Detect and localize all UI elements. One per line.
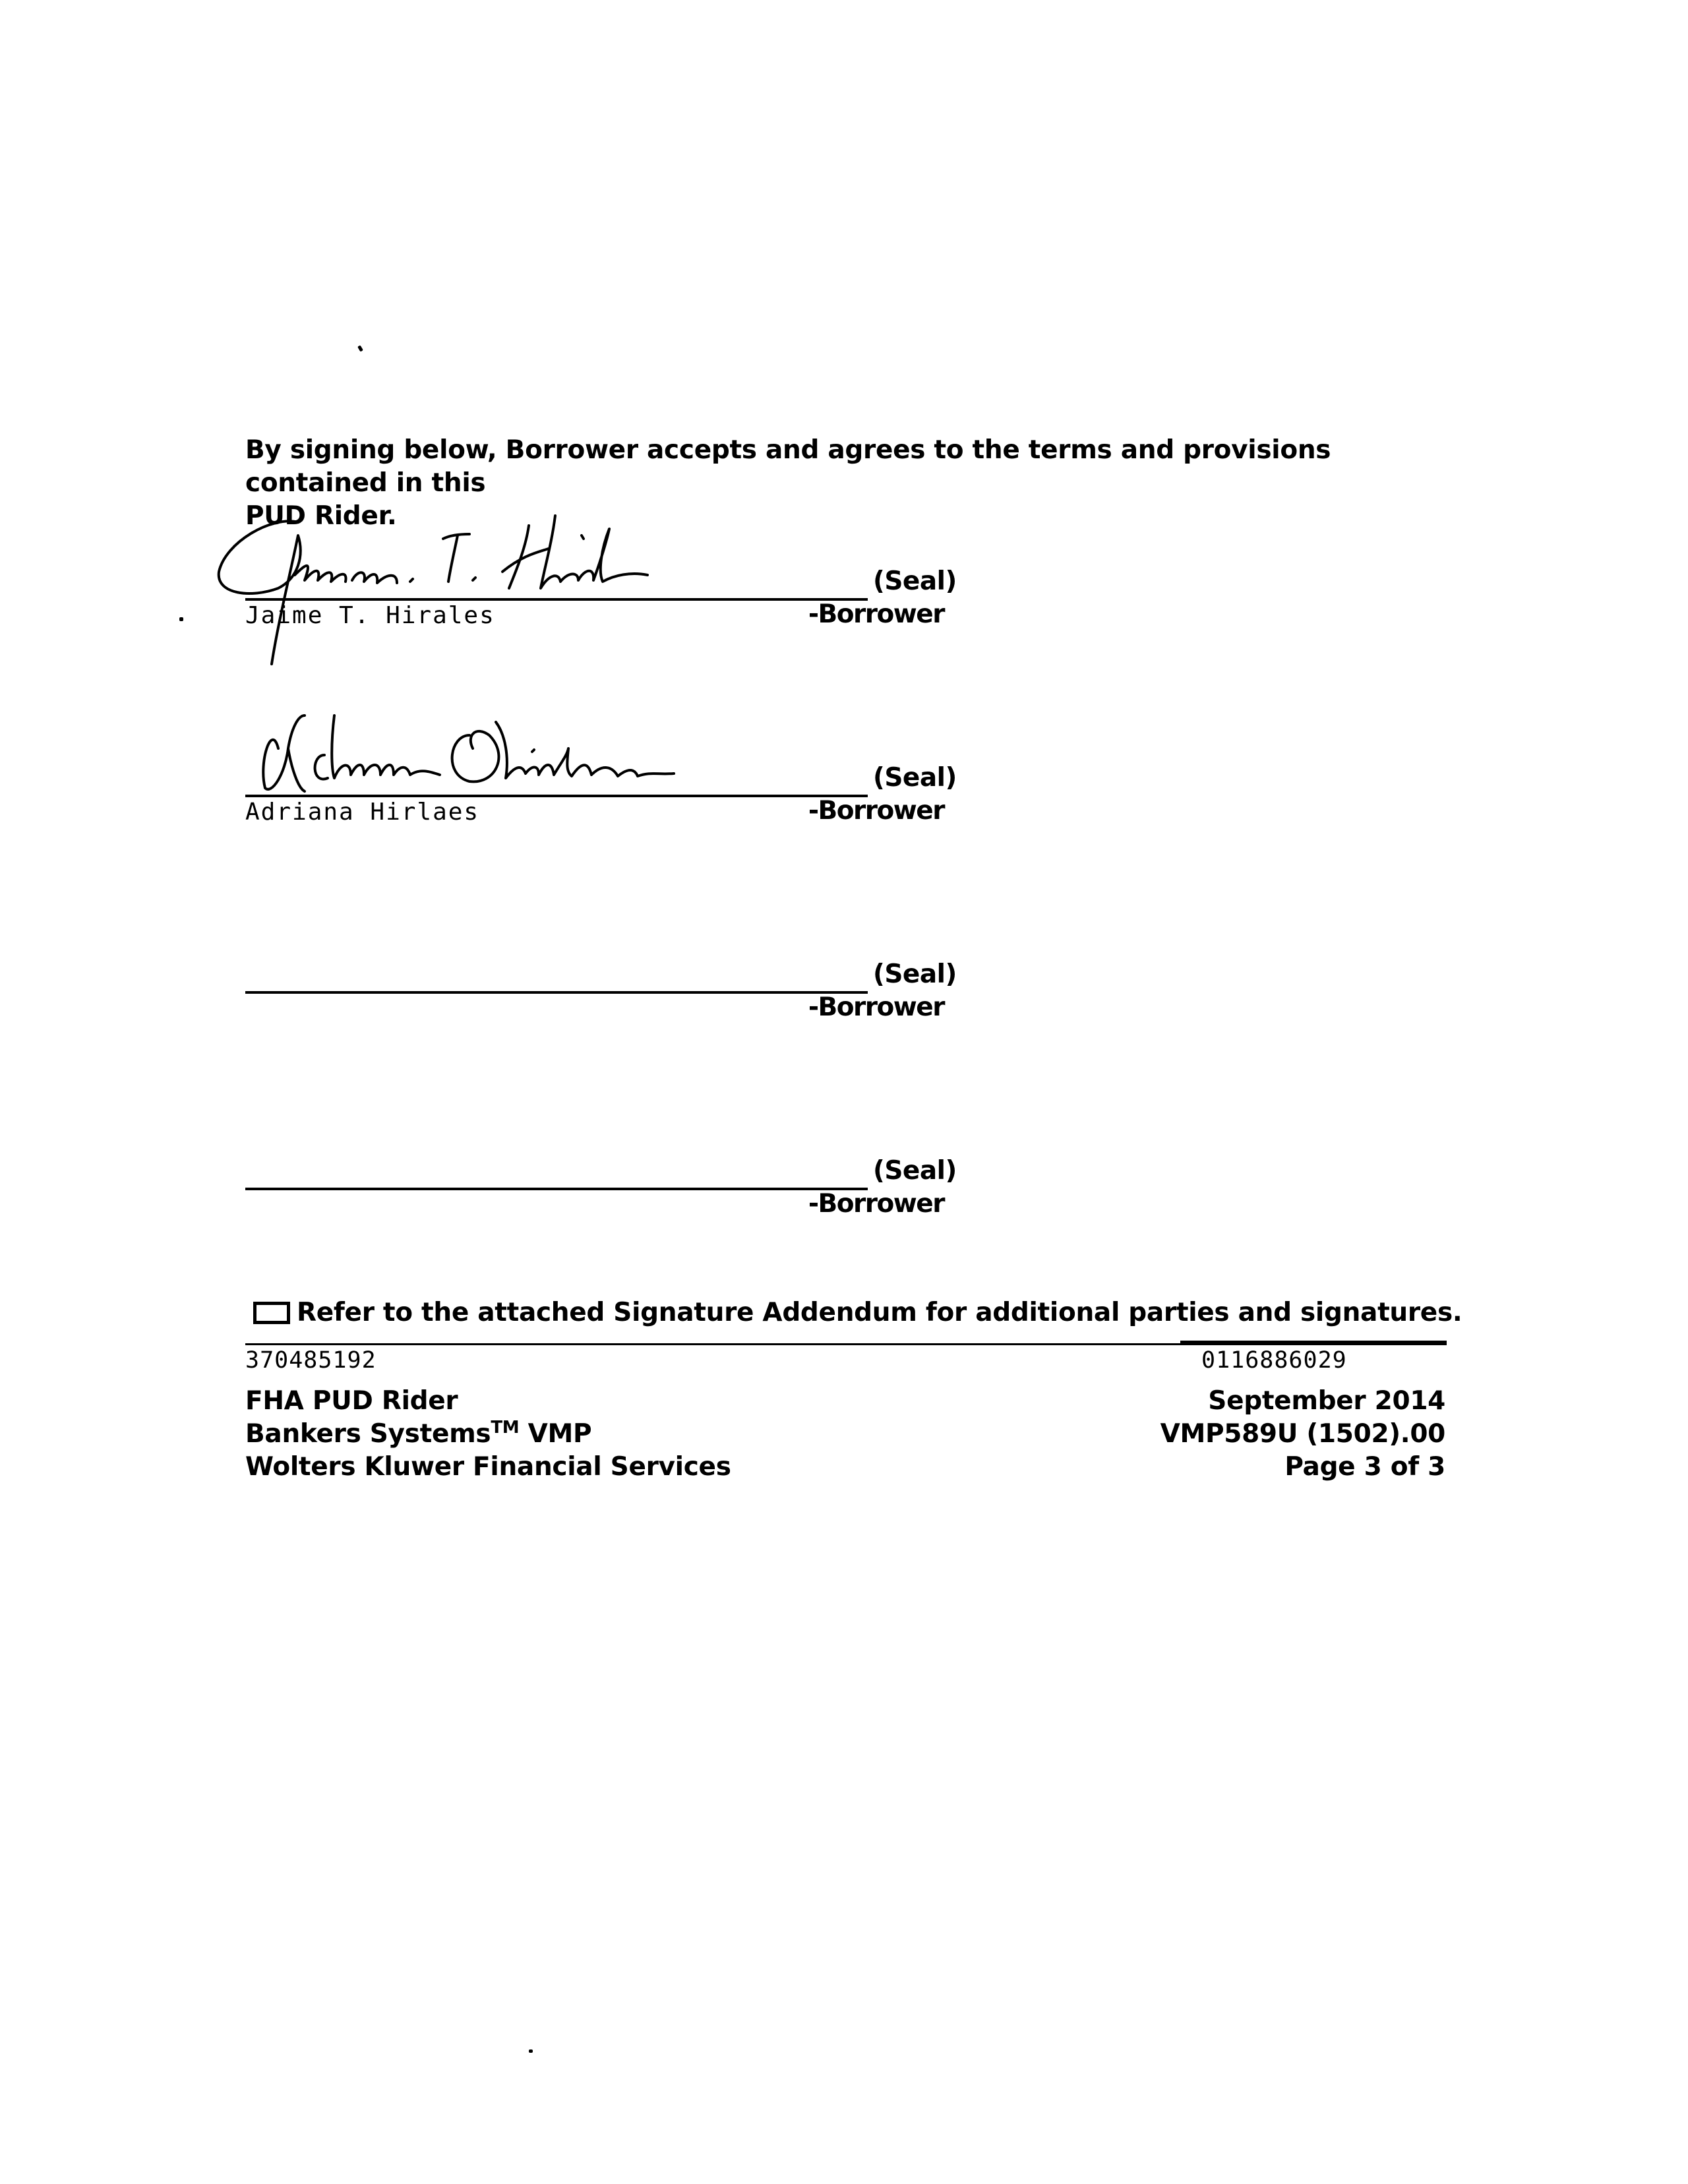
vendor-line (245, 1418, 731, 1451)
footer-divider-accent (1180, 1341, 1447, 1343)
scan-speck (529, 2049, 533, 2053)
signature-line (245, 598, 868, 601)
form-name: FHA PUD Rider (245, 1386, 458, 1416)
seal-label: (Seal) (873, 959, 957, 989)
loan-number: 370485192 (245, 1347, 377, 1374)
signature-line (245, 991, 868, 994)
handwritten-signature-adriana (252, 696, 727, 795)
signature-line (245, 795, 868, 797)
seal-label: (Seal) (873, 1156, 957, 1186)
footer-divider (245, 1343, 1447, 1345)
signature-addendum (253, 1298, 1462, 1327)
seal-label: (Seal) (873, 566, 957, 596)
vendor-suffix: VMP (519, 1419, 592, 1449)
scan-speck (179, 617, 183, 621)
page-number: Page 3 of 3 (1284, 1452, 1445, 1482)
form-code: VMP589U (1502).00 (1160, 1419, 1445, 1449)
seal-label: (Seal) (873, 763, 957, 793)
addendum-text: Refer to the attached Signature Addendum for additional parties and signatures. (297, 1298, 1462, 1327)
footer-form-meta (1160, 1385, 1445, 1484)
handwritten-signature-jaime (199, 509, 713, 667)
signer-name: Adriana Hirlaes (245, 799, 480, 826)
signature-line (245, 1188, 868, 1190)
acceptance-line-1: By signing below, Borrower accepts and agrees to the terms and provisions contained in this (245, 435, 1331, 498)
scan-speck (357, 345, 363, 351)
signature-block-1 (245, 559, 957, 664)
document-number: 0116886029 (1201, 1347, 1347, 1374)
vendor-name: Bankers Systems (245, 1419, 491, 1449)
borrower-label: -Borrower (808, 599, 944, 629)
borrower-label: -Borrower (808, 796, 944, 826)
addendum-checkbox[interactable] (253, 1302, 290, 1324)
signature-block-4 (245, 1148, 957, 1254)
acceptance-line-2: PUD Rider. (245, 501, 397, 531)
signature-block-3 (245, 952, 957, 1057)
trademark-mark: TM (491, 1418, 520, 1438)
form-date: September 2014 (1208, 1386, 1445, 1416)
borrower-label: -Borrower (808, 992, 944, 1022)
signer-name: Jaime T. Hirales (245, 602, 495, 629)
borrower-label: -Borrower (808, 1189, 944, 1219)
signature-block-2 (245, 755, 957, 861)
footer-form-info (245, 1385, 731, 1484)
company-name: Wolters Kluwer Financial Services (245, 1452, 731, 1482)
